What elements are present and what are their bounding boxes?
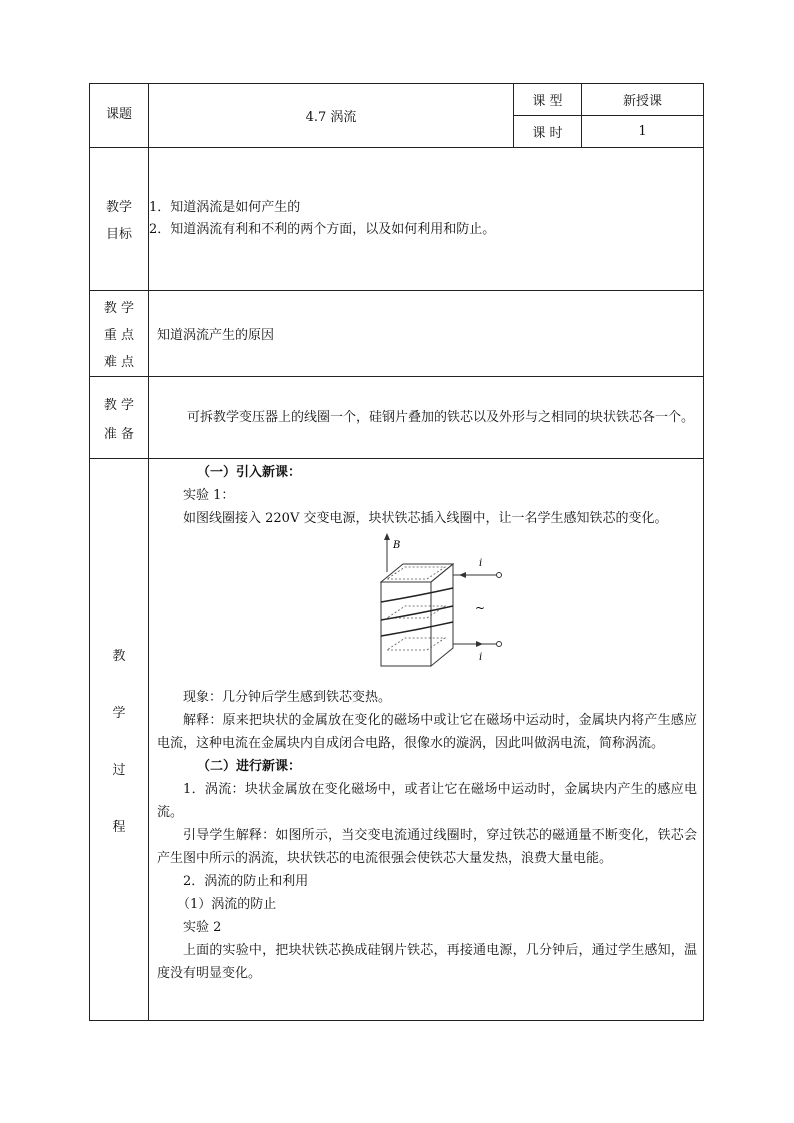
class-hours-value: 1 [582, 116, 704, 148]
coil-and-core-diagram [379, 532, 509, 674]
section-1-heading: （一）引入新课： [197, 465, 302, 480]
goal-item: 2．知道涡流有利和不利的两个方面，以及如何利用和防止。 [149, 222, 496, 237]
preparation-label-line: 准 备 [103, 426, 135, 442]
lesson-type-label: 课 型 [514, 84, 582, 116]
eddy-loop [387, 606, 445, 618]
coil-winding [381, 622, 453, 636]
current-label-bottom: i [479, 652, 483, 663]
phenomenon-text: 现象：几分钟后学生感到铁芯变热。 [183, 690, 392, 705]
key-points-text: 知道涡流产生的原因 [149, 291, 704, 377]
goals-content [149, 148, 704, 291]
experiment-2-text: 上面的实验中，把块状铁芯换成硅钢片铁芯，再接通电源，几分钟后，通过学生感知，温度没有明显变化。 [157, 943, 697, 981]
topic-label: 课题 [90, 84, 149, 148]
current-label-top: i [479, 558, 483, 569]
process-label-char: 学 [112, 705, 126, 721]
class-hours-label: 课 时 [514, 116, 582, 148]
topic-title: 4.7 涡流 [149, 84, 514, 148]
coil-winding [381, 588, 453, 602]
current-arrow-bottom [476, 641, 483, 647]
eddy-loop [387, 638, 445, 650]
explanation-text: 解释：原来把块状的金属放在变化的磁场中或让它在磁场中运动时，金属块内将产生感应电流，这种电流在金属块内自成闭合电路，很像水的漩涡，因此叫做涡电流，简称涡流。 [157, 713, 697, 751]
lesson-plan-table [89, 83, 704, 1021]
preparation-label-line: 教 学 [103, 397, 135, 413]
key-points-label-line: 教 学 [103, 301, 135, 316]
process-label-char: 教 [112, 648, 126, 664]
process-label-char: 程 [112, 819, 126, 835]
goals-label-line-2: 目标 [105, 227, 132, 242]
current-arrow-top [459, 572, 466, 578]
process-label-char: 过 [112, 762, 126, 778]
terminal-bottom [497, 642, 502, 647]
experiment-2-title: 实验 2 [183, 920, 222, 935]
key-points-label [90, 291, 149, 377]
experiment-1-title: 实验 1： [183, 488, 235, 503]
preparation-text: 可拆教学变压器上的线圈一个，硅钢片叠加的铁芯以及外形与之相同的块状铁芯各一个。 [149, 377, 704, 459]
goals-label-line-1: 教学 [105, 200, 132, 215]
subheading-2: 2．涡流的防止和利用 [183, 874, 309, 889]
experiment-1-text: 如图线圈接入 220V 交变电源，块状铁芯插入线圈中，让一名学生感知铁芯的变化。 [183, 511, 668, 526]
key-points-label-line: 重 点 [103, 328, 135, 343]
process-label [90, 459, 149, 1021]
field-label: B [393, 540, 401, 551]
process-content [149, 459, 704, 1021]
guide-text: 引导学生解释：如图所示，当交变电流通过线圈时，穿过铁芯的磁通量不断变化，铁芯会产生图中所示的涡流，块状铁芯的电流很强会使铁芯大量发热，浪费大量电能。 [157, 828, 697, 866]
eddy-current-figure [157, 530, 697, 686]
preparation-label [90, 377, 149, 459]
goal-item: 1．知道涡流是如何产生的 [149, 200, 301, 215]
definition-text: 1．涡流：块状金属放在变化磁场中，或者让它在磁场中运动时，金属块内产生的感应电流。 [157, 782, 697, 820]
ac-symbol: ~ [475, 601, 486, 615]
lesson-type-value: 新授课 [582, 84, 704, 116]
terminal-top [497, 573, 502, 578]
field-arrow-head [384, 533, 390, 540]
section-2-heading: （二）进行新课： [197, 759, 302, 774]
key-points-label-line: 难 点 [103, 355, 135, 370]
block-side [431, 564, 453, 666]
subheading-2-1: （1）涡流的防止 [177, 897, 277, 912]
goals-label [90, 148, 149, 291]
